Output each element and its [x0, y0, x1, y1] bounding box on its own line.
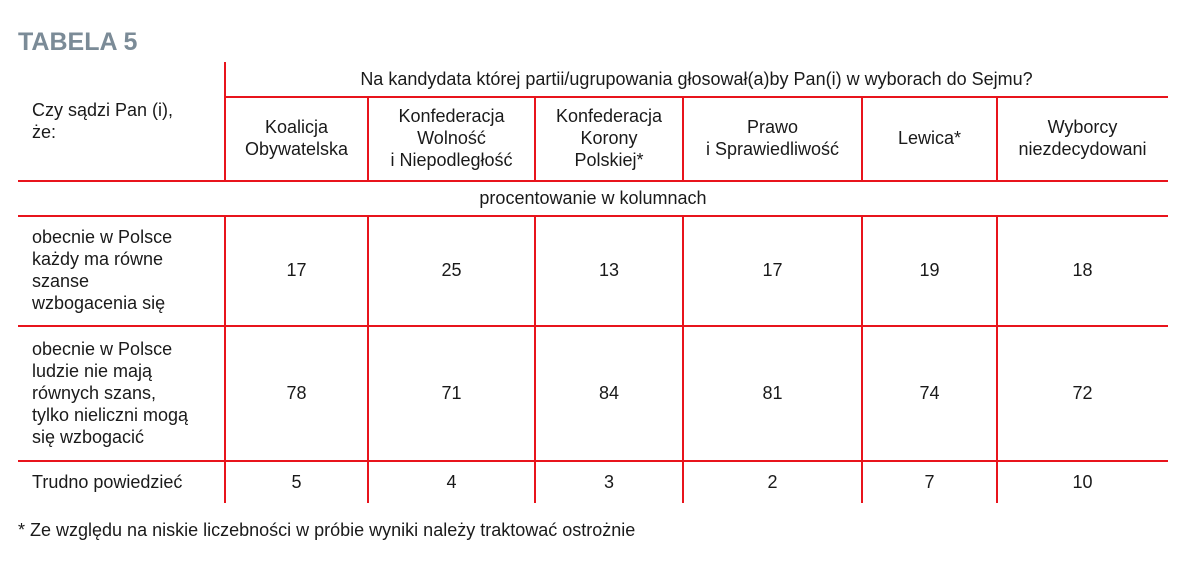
row-label: obecnie w Polsce ludzie nie mają równych szans, tylko nieliczni mogą się wzbogacić	[32, 338, 189, 447]
column-header: Wyborcy niezdecydowani	[1018, 117, 1147, 159]
question-header: Czy sądzi Pan (i), że:	[32, 100, 174, 142]
table-cell: 25	[441, 260, 462, 280]
table-title: TABELA 5	[18, 28, 138, 56]
column-header: Koalicja Obywatelska	[244, 117, 349, 159]
column-header: Konfederacja Wolność i Niepodległość	[390, 106, 513, 170]
table-cell: 81	[762, 382, 783, 403]
group-header: Na kandydata której partii/ugrupowania głosował(a)by Pan(i) w wyborach do Sejmu?	[360, 69, 1033, 89]
table-cell: 78	[286, 382, 307, 403]
row-label: obecnie w Polsce każdy ma równe szanse wzbogacenia się	[32, 227, 173, 313]
table-cell: 7	[924, 471, 935, 492]
table-cell: 71	[441, 382, 462, 403]
table-cell: 19	[919, 260, 940, 280]
table-cell: 10	[1072, 471, 1093, 492]
table-cell: 72	[1072, 382, 1093, 403]
table-cell: 74	[919, 382, 940, 403]
table-cell: 5	[291, 471, 302, 492]
subheader: procentowanie w kolumnach	[479, 187, 707, 208]
table-cell: 4	[446, 471, 457, 492]
table-cell: 2	[767, 471, 778, 492]
table-cell: 3	[603, 471, 614, 492]
table-cell: 17	[762, 260, 783, 280]
table-cell: 17	[286, 260, 307, 280]
table-cell: 84	[598, 382, 620, 403]
column-header: Prawo i Sprawiedliwość	[705, 117, 840, 159]
table-cell: 18	[1072, 260, 1093, 280]
table-cell: 13	[598, 260, 620, 280]
column-header: Lewica*	[897, 128, 962, 148]
column-header: Konfederacja Korony Polskiej*	[555, 106, 663, 170]
footnote: * Ze względu na niskie liczebności w próbie wyniki należy traktować ostrożnie	[18, 520, 636, 540]
row-label: Trudno powiedzieć	[32, 471, 183, 492]
